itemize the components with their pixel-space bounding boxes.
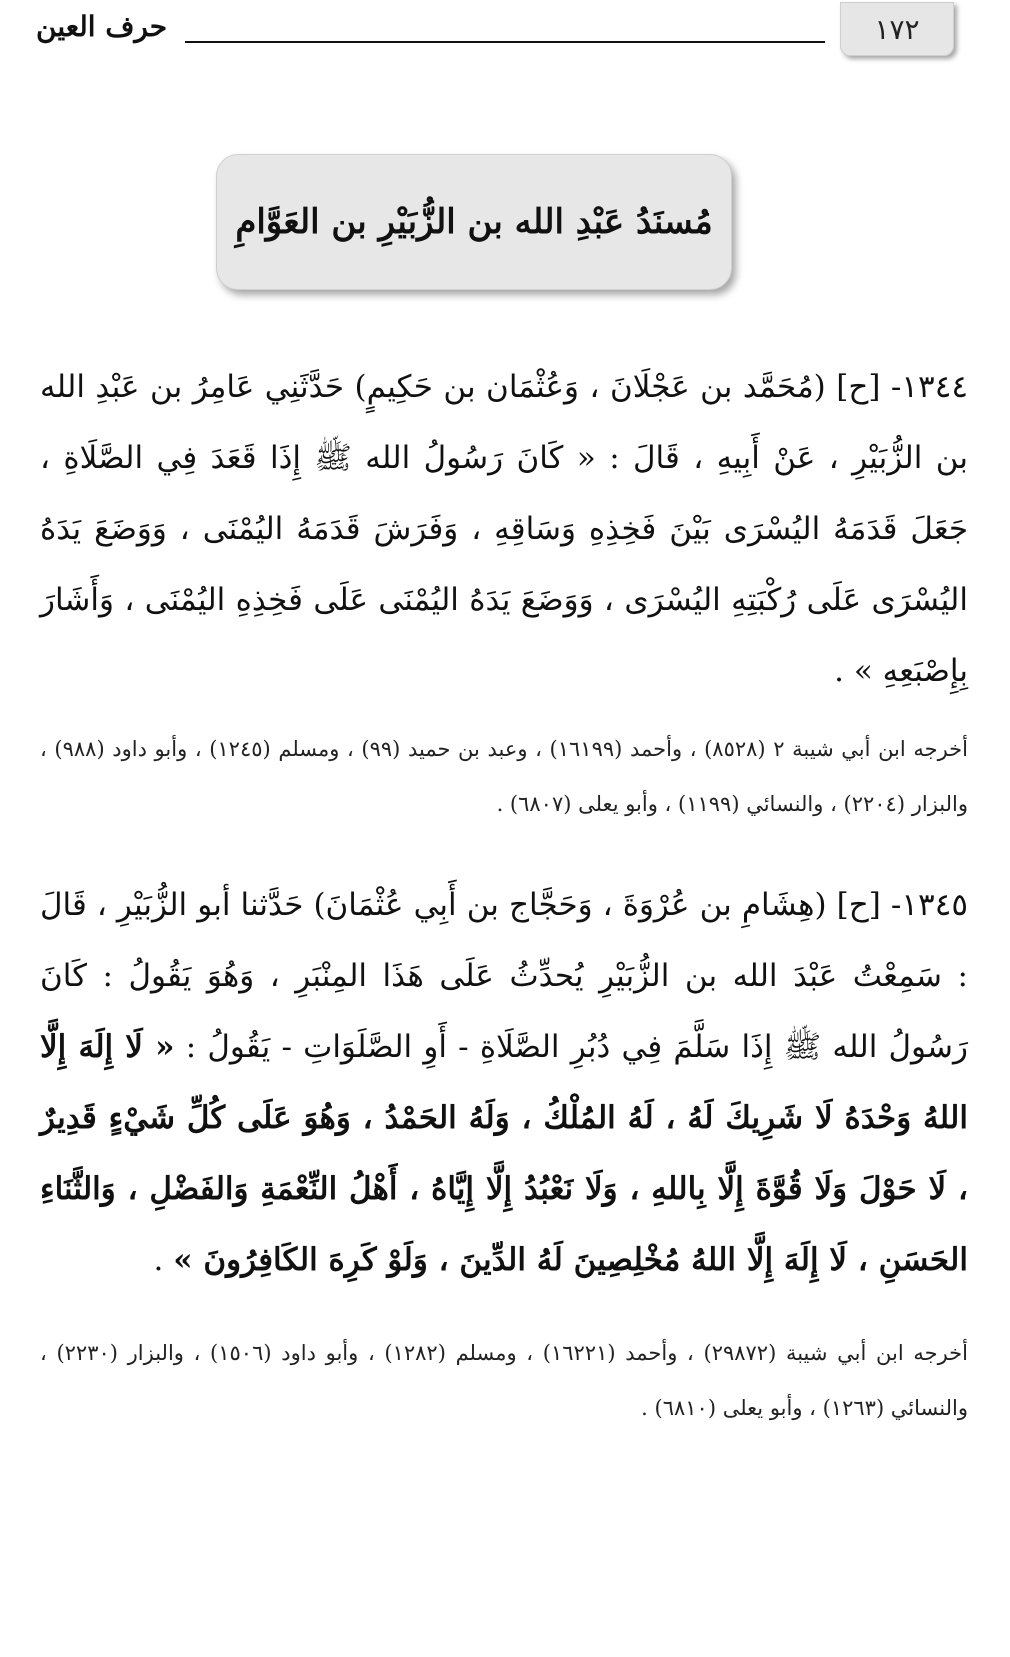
hadith-1345-dhikr: « لَا إِلَهَ إِلَّا اللهُ وَحْدَهُ لَا شَرِيكَ لَهُ ، لَهُ المُلْكُ ، وَلَهُ الحَمْدُ ، وَهُوَ عَلَى كُلِّ شَيْءٍ قَدِيرٌ ، لَا حَوْلَ وَلَا قُوَّةَ إِلَّا بِاللهِ ، وَلَا نَعْبُدُ إِلَّا إِيَّاهُ ، أَهْلُ النِّعْمَةِ وَالفَضْلِ ، وَالثَّنَاءِ الحَسَنِ ، لَا إِلَهَ إِلَّا اللهُ مُخْلِصِينَ لَهُ الدِّينَ ، وَلَوْ كَرِهَ الكَافِرُونَ »: [40, 1029, 968, 1278]
takhrij-1345: أخرجه ابن أبي شيبة (٢٩٨٧٢) ، وأحمد (١٦٢٢١) ، ومسلم (١٢٨٢) ، وأبو داود (١٥٠٦) ، والبزار (٢٢٣٠) ، والنسائي (١٢٦٣) ، وأبو يعلى (٦٨١٠) .: [40, 1341, 969, 1420]
hadith-1345-intro: ١٣٤٥- [ح] (هِشَامِ بن عُرْوَةَ ، وَحَجَّاج بن أَبِي عُثْمَانَ) حَدَّثنا أبو الزُّبَيْرِ ، قَالَ : سَمِعْتُ عَبْدَ الله بن الزُّبَيْرِ يُحدِّثُ عَلَى هَذَا المِنْبَرِ ، وَهُوَ يَقُولُ : كَانَ رَسُولُ الله ﷺ إِذَا سَلَّمَ فِي دُبُرِ الصَّلَاةِ - أَوِ الصَّلَوَاتِ - يَقُولُ :: [40, 887, 969, 1065]
hadith-1345: [40, 870, 968, 1296]
hadith-1344: [40, 352, 968, 707]
hadith-1344-text: ١٣٤٤- [ح] (مُحَمَّد بن عَجْلَانَ ، وَعُثْمَان بن حَكِيمٍ) حَدَّثَنِي عَامِرُ بن عَبْدِ الله بن الزُّبَيْرِ ، عَنْ أَبِيهِ ، قَالَ : « كَانَ رَسُولُ الله ﷺ إِذَا قَعَدَ فِي الصَّلَاةِ ، جَعَلَ قَدَمَهُ اليُسْرَى بَيْنَ فَخِذِهِ وَسَاقِهِ ، وَفَرَشَ قَدَمَهُ اليُمْنَى ، وَوَضَعَ يَدَهُ اليُسْرَى عَلَى رُكْبَتِهِ اليُسْرَى ، وَوَضَعَ يَدَهُ اليُمْنَى عَلَى فَخِذِهِ اليُمْنَى ، وَأَشَارَ بِإِصْبَعِهِ » .: [40, 369, 968, 689]
hadith-1345-end: .: [153, 1242, 164, 1278]
page-number: ١٧٢: [874, 12, 920, 46]
chapter-title: حرف العين: [36, 10, 168, 43]
section-title: مُسنَدُ عَبْدِ الله بن الزُّبَيْرِ بن العَوَّامِ: [235, 202, 713, 242]
header-rule: [185, 41, 825, 43]
page-number-tab: [840, 2, 954, 56]
section-title-box: [216, 154, 732, 290]
takhrij-1344: أخرجه ابن أبي شيبة ٢ (٨٥٢٨) ، وأحمد (١٦١٩٩) ، وعبد بن حميد (٩٩) ، ومسلم (١٢٤٥) ، وأبو داود (٩٨٨) ، والبزار (٢٢٠٤) ، والنسائي (١١٩٩) ، وأبو يعلى (٦٨٠٧) .: [40, 737, 968, 816]
